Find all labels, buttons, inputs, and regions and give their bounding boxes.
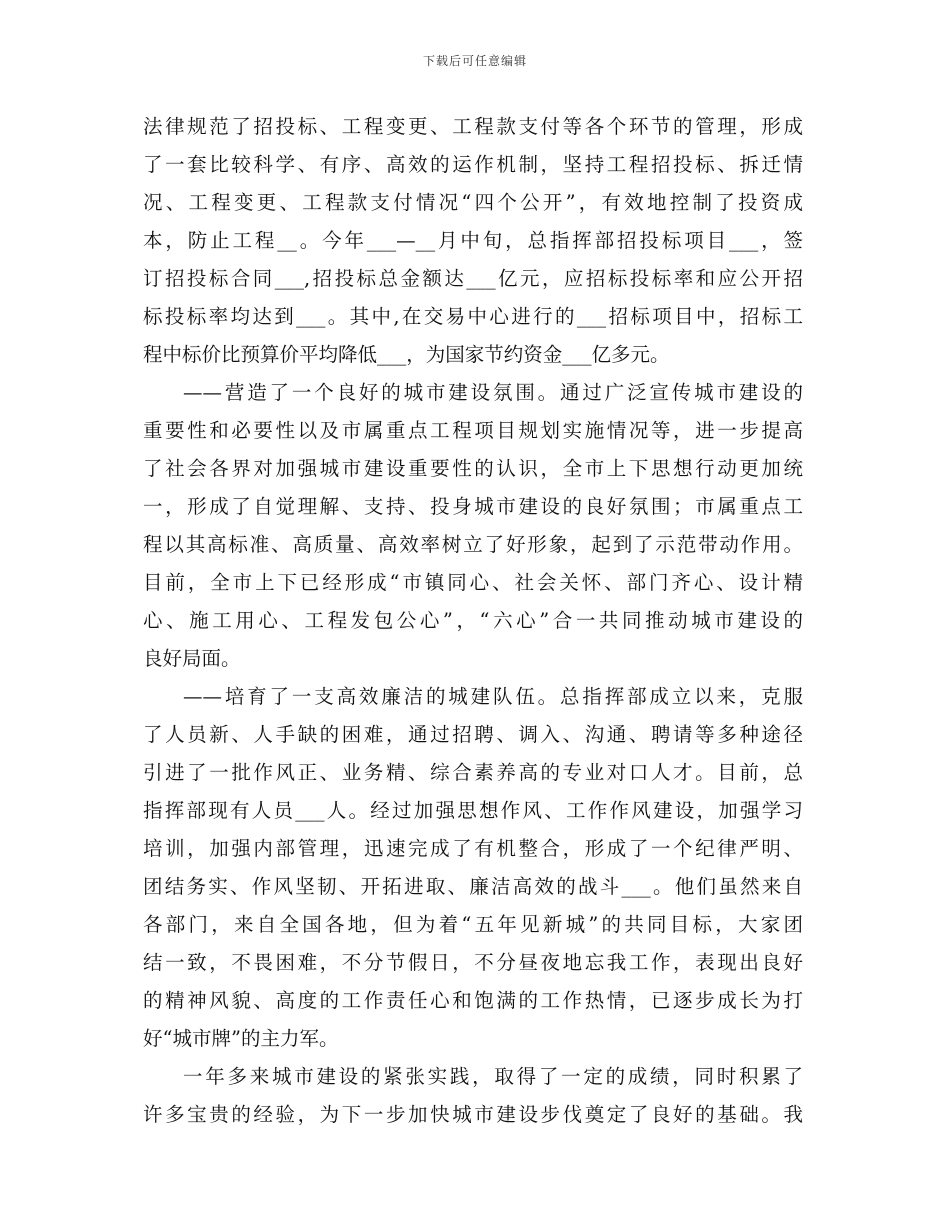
- text-line: 培训，加强内部管理，迅速完成了有机整合，形成了一个纪律严明、: [143, 837, 803, 860]
- text-line: 重要性和必要性以及市属重点工程项目规划实施情况等，进一步提高: [143, 419, 803, 442]
- text-line: 各部门，来自全国各地，但为着“五年见新城”的共同目标，大家团: [143, 913, 803, 936]
- text-line: 一年多来城市建设的紧张实践，取得了一定的成绩，同时积累了: [183, 1065, 803, 1088]
- text-line: 了人员新、人手缺的困难，通过招聘、调入、沟通、聘请等多种途径: [143, 723, 803, 746]
- text-line: ——营造了一个良好的城市建设氛围。通过广泛宣传城市建设的: [183, 381, 803, 404]
- text-line: 目前，全市上下已经形成“市镇同心、社会关怀、部门齐心、设计精: [143, 571, 803, 594]
- page-header: 下载后可任意编辑: [422, 54, 527, 68]
- document-body: [143, 108, 803, 1134]
- text-line: 本，防止工程__。今年___—__月中旬，总指挥部招投标项目___，签: [143, 229, 803, 252]
- text-line: 指挥部现有人员___人。经过加强思想作风、工作作风建设，加强学习: [143, 799, 803, 822]
- text-line: 结一致，不畏困难，不分节假日，不分昼夜地忘我工作，表现出良好: [143, 951, 803, 974]
- text-line: 良好局面。: [143, 647, 241, 670]
- text-line: 心、施工用心、工程发包公心”，“六心”合一共同推动城市建设的: [143, 609, 803, 632]
- text-line: 况、工程变更、工程款支付情况“四个公开”，有效地控制了投资成: [143, 191, 803, 214]
- text-line: ——培育了一支高效廉洁的城建队伍。总指挥部成立以来，克服: [183, 685, 803, 708]
- text-line: 程中标价比预算价平均降低___，为国家节约资金___亿多元。: [143, 343, 670, 366]
- text-line: 法律规范了招投标、工程变更、工程款支付等各个环节的管理，形成: [143, 115, 803, 138]
- text-line: 的精神风貌、高度的工作责任心和饱满的工作热情，已逐步成长为打: [143, 989, 803, 1012]
- text-line: 一，形成了自觉理解、支持、投身城市建设的良好氛围；市属重点工: [143, 495, 803, 518]
- text-line: 标投标率均达到___。其中,在交易中心进行的___招标项目中，招标工: [143, 305, 803, 328]
- text-line: 订招投标合同___,招投标总金额达___亿元，应招标投标率和应公开招: [143, 267, 803, 290]
- text-line: 程以其高标准、高质量、高效率树立了好形象，起到了示范带动作用。: [143, 533, 803, 556]
- text-line: 好“城市牌”的主力军。: [143, 1027, 339, 1050]
- text-line: 许多宝贵的经验，为下一步加快城市建设步伐奠定了良好的基础。我: [143, 1103, 803, 1126]
- text-line: 了社会各界对加强城市建设重要性的认识，全市上下思想行动更加统: [143, 457, 803, 480]
- text-line: 引进了一批作风正、业务精、综合素养高的专业对口人才。目前，总: [143, 761, 803, 784]
- text-line: 了一套比较科学、有序、高效的运作机制，坚持工程招投标、拆迁情: [143, 153, 803, 176]
- text-line: 团结务实、作风坚韧、开拓进取、廉洁高效的战斗___。他们虽然来自: [143, 875, 803, 898]
